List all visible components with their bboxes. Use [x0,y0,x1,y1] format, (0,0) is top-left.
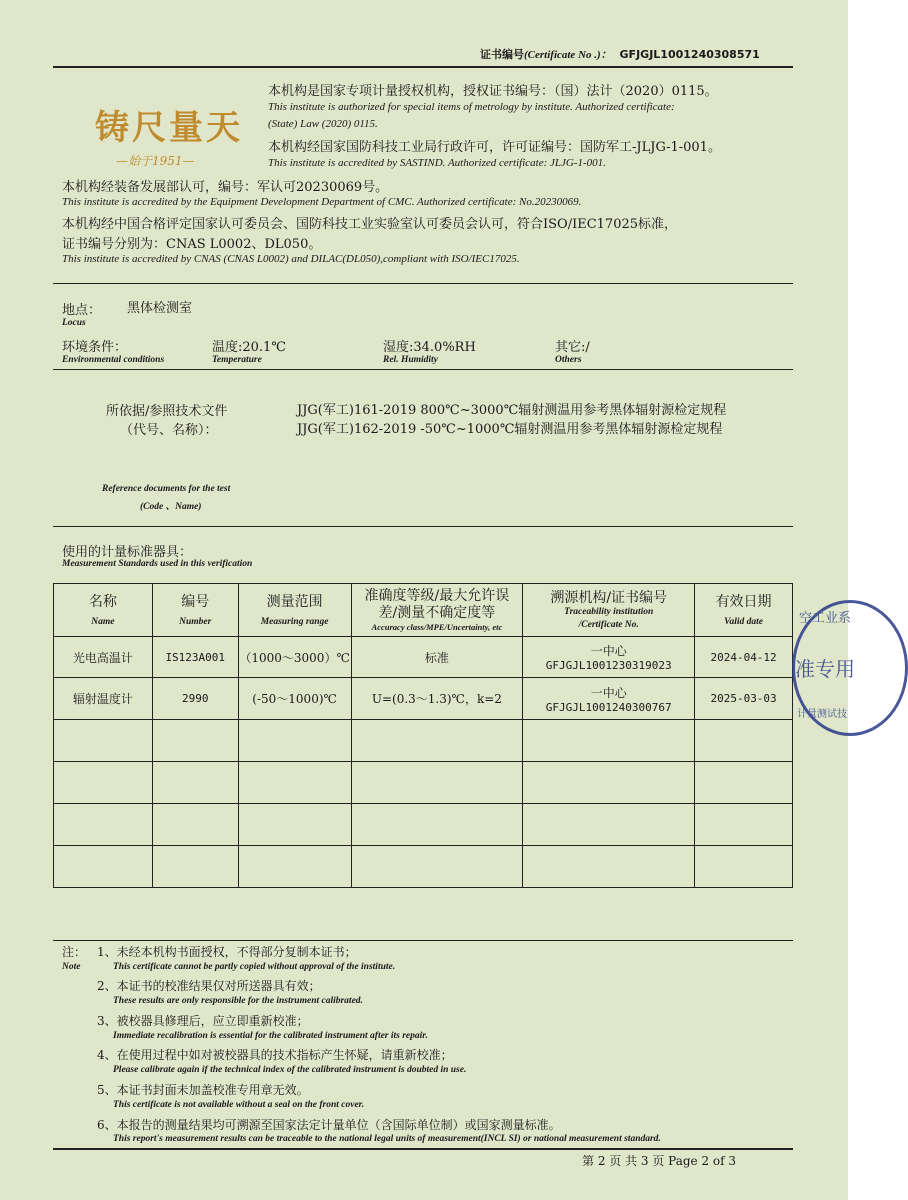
cert-no: GFJGJL1001240308571 [619,48,760,61]
header-cell: 准确度等级/最大允许误差/测量不确定度等 Accuracy class/MPE/Uncertainty, etc [351,584,523,637]
cell-accuracy: 标准 [351,637,523,678]
accreditation-en: This institute is accredited by SASTIND. Authorized certificate: JLJG-1-001. [268,157,606,169]
divider [53,1148,793,1150]
header-cell: 名称 Name [54,584,153,637]
divider [53,940,793,941]
note-en: Please calibrate again if the technical index of the calibrated instrument is doubted in use. [113,1065,467,1075]
logo-subtitle: —始于1951— [116,154,195,168]
reference-doc: JJG(军工)161-2019 800℃~3000℃辐射测温用参考黑体辐射源检定规程 [297,403,727,418]
page-number: 第 2 页 共 3 页 Page 2 of 3 [582,1154,737,1168]
cell-traceability: 一中心 GFJGJL1001230319023 [523,637,695,678]
divider [53,526,793,527]
accreditation-en: This institute is accredited by CNAS (CNAS L0002) and DILAC(DL050),compliant with ISO/IEC17025. [62,253,520,265]
cell-range: (-50～1000)℃ [238,678,351,720]
table-row [54,637,793,678]
cell-traceability: 一中心 GFJGJL1001240300767 [523,678,695,720]
cell-date: 2025-03-03 [695,678,793,720]
note-cn: 6、本报告的测量结果均可溯源至国家法定计量单位（含国际单位制）或国家测量标准。 [97,1118,561,1132]
table-row-empty [54,804,793,846]
note-en: This report's measurement results can be traceable to the national legal units of measurement(INCL SI) or national measurement standard. [113,1134,661,1144]
accreditation-cn: 本机构是国家专项计量授权机构，授权证书编号：（国）法计（2020）0115。 [268,84,718,99]
notes-label-en: Note [62,962,81,972]
accreditation-en: This institute is authorized for special items of metrology by institute. Authorized certificate: [268,101,675,113]
header-cell: 溯源机构/证书编号 Traceability institution /Certificate No. [523,584,695,637]
logo: 铸尺量天 [95,108,243,148]
humidity-label: Rel. Humidity [383,355,438,365]
notes-label: 注： [62,945,87,959]
cell-name: 光电高温计 [54,637,153,678]
note-cn: 3、被校器具修理后，应立即重新校准； [97,1014,309,1028]
temperature-label: Temperature [212,355,262,365]
cell-date: 2024-04-12 [695,637,793,678]
note-cn: 1、未经本机构书面授权，不得部分复制本证书； [97,945,357,959]
humidity-value: 湿度:34.0%RH [383,340,476,355]
header-cell: 有效日期 Valid date [695,584,793,637]
accreditation-en: This institute is accredited by the Equipment Development Department of CMC. Authorized certificate: No.20230069. [62,196,582,208]
locus-label: 地点： [62,303,102,318]
table-row-empty [54,846,793,888]
seal: 空工业系 准专用 计量测试技 [792,600,908,736]
header-cell: 编号 Number [152,584,238,637]
standards-label: 使用的计量标准器具： [62,545,193,560]
standards-label-en: Measurement Standards used in this verification [62,559,253,569]
locus-label-en: Locus [62,318,86,328]
standards-table [53,583,793,888]
divider [53,369,793,370]
env-label-en: Environmental conditions [62,355,165,365]
others-value: 其它:/ [555,340,590,355]
table-row-empty [54,720,793,762]
accreditation-cn: 本机构经装备发展部认可，编号：军认可20230069号。 [62,180,389,195]
cell-accuracy: U=(0.3～1.3)℃，k=2 [351,678,523,720]
table-row-empty [54,762,793,804]
cell-number: IS123A001 [152,637,238,678]
divider [53,283,793,284]
note-cn: 4、在使用过程中如对被校器具的技术指标产生怀疑，请重新校准； [97,1048,453,1062]
temperature-value: 温度:20.1℃ [212,340,286,355]
reference-label: （代号、名称）： [120,423,218,438]
accreditation-cn: 证书编号分别为：CNAS L0002、DL050。 [62,237,322,252]
reference-label: 所依据/参照技术文件 [106,404,228,419]
locus-value: 黑体检测室 [127,301,193,316]
reference-doc: JJG(军工)162-2019 -50℃~1000℃辐射测温用参考黑体辐射源检定规程 [297,422,723,437]
table-row [54,678,793,720]
cell-number: 2990 [152,678,238,720]
accreditation-en: (State) Law (2020) 0115. [268,118,378,130]
note-cn: 2、本证书的校准结果仅对所送器具有效； [97,979,321,993]
note-en: This certificate cannot be partly copied without approval of the institute. [113,962,396,972]
header-cell: 测量范围 Measuring range [238,584,351,637]
cell-range: （1000～3000）℃ [238,637,351,678]
note-en: These results are only responsible for the instrument calibrated. [113,996,363,1006]
accreditation-cn: 本机构经中国合格评定国家认可委员会、国防科技工业实验室认可委员会认可，符合ISO/IEC17025标准， [62,217,678,232]
reference-label-en: (Code 、Name) [140,502,202,512]
others-label: Others [555,355,582,365]
cert-label-cn: 证书编号 [480,48,524,61]
table-header-row [54,584,793,637]
accreditation-cn: 本机构经国家国防科技工业局行政许可，许可证编号：国防军工-JLJG-1-001。 [268,140,721,155]
reference-label-en: Reference documents for the test [102,484,231,494]
cell-name: 辐射温度计 [54,678,153,720]
note-cn: 5、本证书封面未加盖校准专用章无效。 [97,1083,309,1097]
divider [53,66,793,68]
cert-label-en: (Certificate No .)： [524,49,612,61]
env-label: 环境条件： [62,340,128,355]
certificate-number [480,46,760,62]
note-en: This certificate is not available without a seal on the front cover. [113,1100,365,1110]
note-en: Immediate recalibration is essential for the calibrated instrument after its repair. [113,1031,428,1041]
